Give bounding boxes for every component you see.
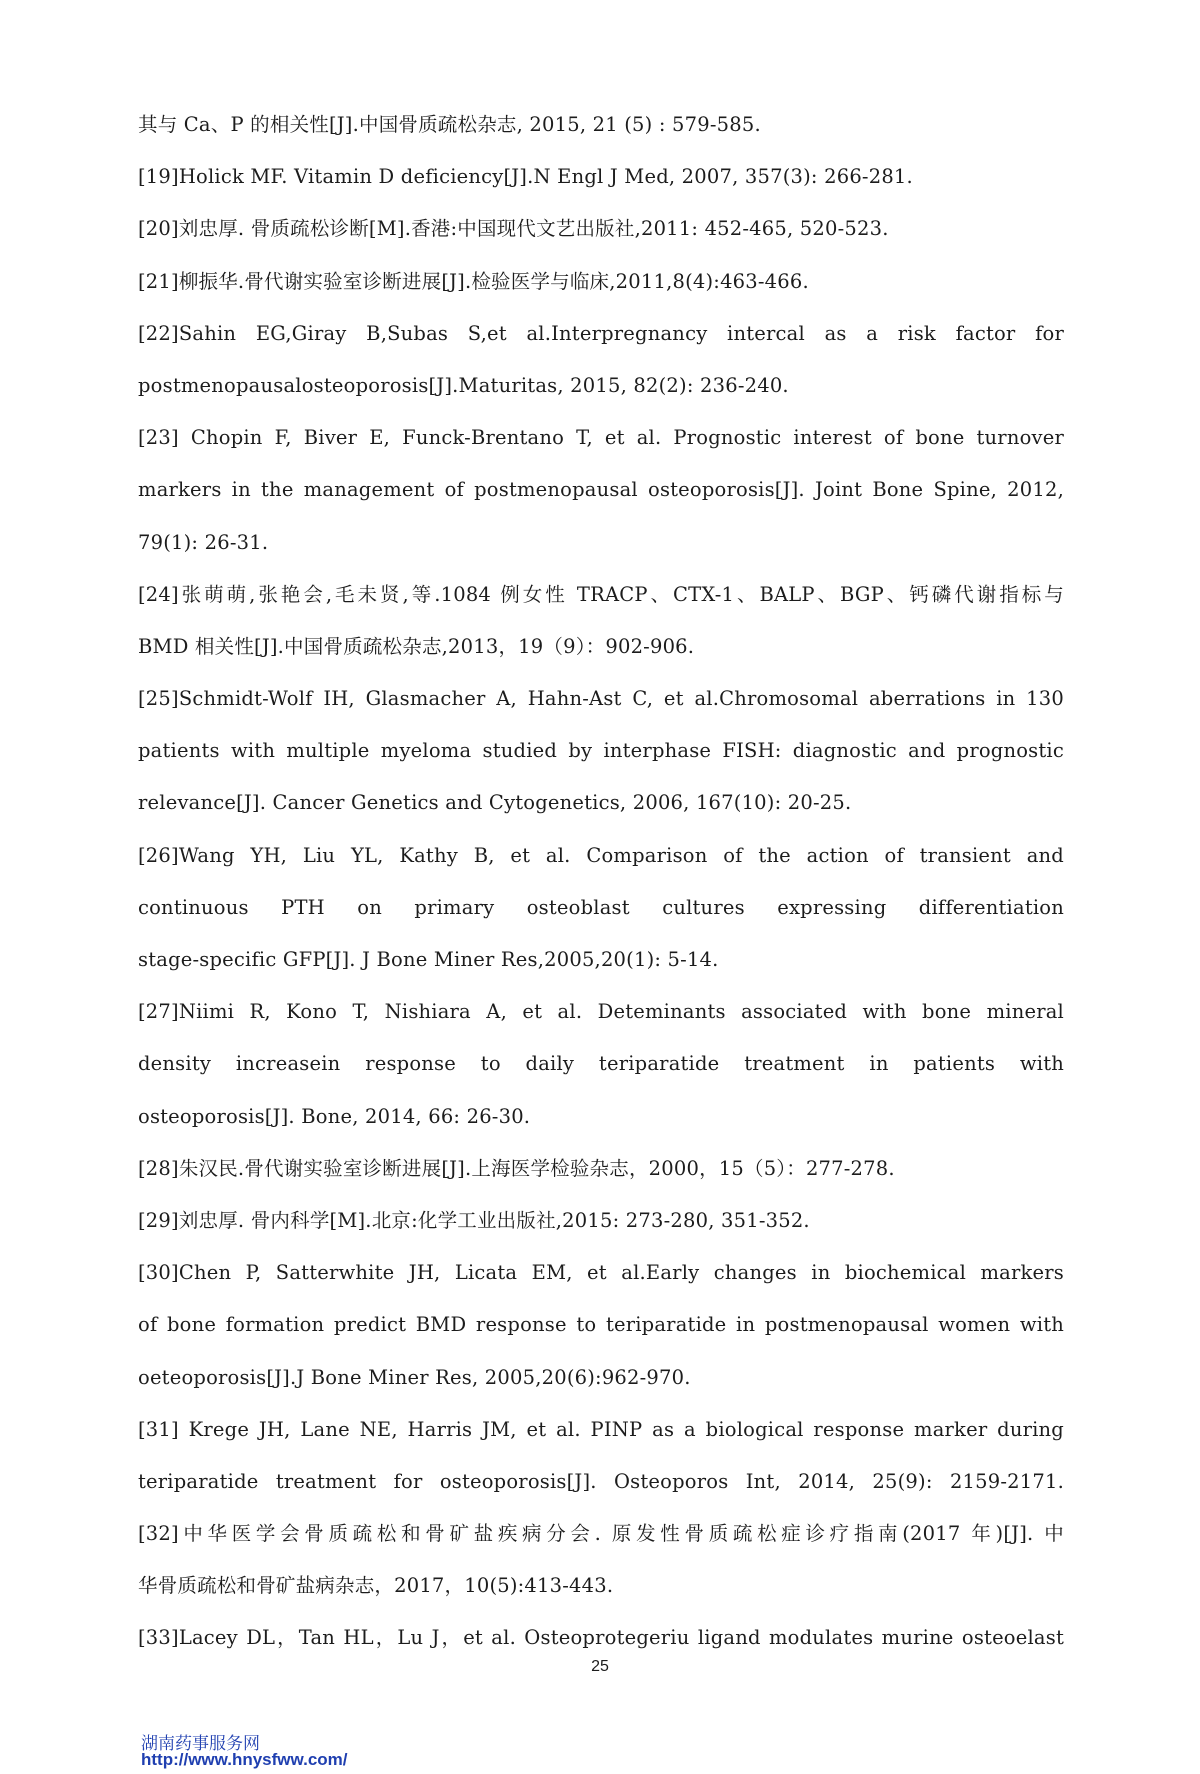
- reference-line: [22]Sahin EG,Giray B,Subas S,et al.Interpregnancy intercal as a risk factor for: [138, 321, 1064, 345]
- reference-line: [33]Lacey DL，Tan HL，Lu J，et al. Osteoprotegeriu ligand modulates murine osteoelast: [138, 1626, 1064, 1650]
- reference-line: patients with multiple myeloma studied by interphase FISH: diagnostic and prognostic: [138, 739, 1064, 763]
- reference-line: [24]张萌萌,张艳会,毛未贤,等.1084 例女性 TRACP、CTX-1、BALP、BGP、钙磷代谢指标与: [138, 582, 1064, 606]
- reference-line: density increasein response to daily teriparatide treatment in patients with: [138, 1052, 1064, 1076]
- reference-line: 其与 Ca、P 的相关性[J].中国骨质疏松杂志, 2015, 21 (5) : 579-585.: [138, 113, 761, 136]
- footer-url-link[interactable]: http://www.hnysfww.com/: [141, 1750, 348, 1769]
- reference-line: [27]Niimi R, Kono T, Nishiara A, et al. Deteminants associated with bone mineral: [138, 1000, 1064, 1024]
- reference-line: teriparatide treatment for osteoporosis[J]. Osteoporos Int, 2014, 25(9): 2159-2171.: [138, 1469, 1064, 1493]
- reference-line: [32]中华医学会骨质疏松和骨矿盐疾病分会. 原发性骨质疏松症诊疗指南(2017 年)[J]. 中: [138, 1522, 1064, 1546]
- page-number: 25: [591, 1658, 609, 1675]
- footer-site-name: 湖南药事服务网: [141, 1734, 260, 1754]
- reference-line: postmenopausalosteoporosis[J].Maturitas, 2015, 82(2): 236-240.: [138, 373, 789, 397]
- reference-line: relevance[J]. Cancer Genetics and Cytogenetics, 2006, 167(10): 20-25.: [138, 791, 852, 815]
- reference-line: oeteoporosis[J].J Bone Miner Res, 2005,20(6):962-970.: [138, 1365, 691, 1389]
- reference-line: 79(1): 26-31.: [138, 530, 269, 554]
- reference-line: 华骨质疏松和骨矿盐病杂志，2017，10(5):413-443.: [138, 1574, 614, 1598]
- reference-list: [138, 105, 1064, 1671]
- reference-line: [26]Wang YH, Liu YL, Kathy B, et al. Comparison of the action of transient and: [138, 843, 1064, 867]
- reference-line: stage-specific GFP[J]. J Bone Miner Res,2005,20(1): 5-14.: [138, 948, 719, 971]
- reference-line: BMD 相关性[J].中国骨质疏松杂志,2013，19（9）：902-906.: [138, 634, 695, 658]
- reference-line: [23] Chopin F, Biver E, Funck-Brentano T, et al. Prognostic interest of bone turnover: [138, 426, 1064, 450]
- reference-line: markers in the management of postmenopausal osteoporosis[J]. Joint Bone Spine, 2012,: [138, 478, 1064, 502]
- reference-line: [21]柳振华.骨代谢实验室诊断进展[J].检验医学与临床,2011,8(4):463-466.: [138, 269, 809, 293]
- reference-line: continuous PTH on primary osteoblast cultures expressing differentiation: [138, 895, 1064, 919]
- reference-line: [19]Holick MF. Vitamin D deficiency[J].N Engl J Med, 2007, 357(3): 266-281.: [138, 165, 913, 189]
- reference-line: [31] Krege JH, Lane NE, Harris JM, et al. PINP as a biological response marker during: [138, 1417, 1064, 1441]
- reference-line: [25]Schmidt-Wolf IH, Glasmacher A, Hahn-Ast C, et al.Chromosomal aberrations in 130: [138, 687, 1064, 711]
- reference-line: [29]刘忠厚. 骨内科学[M].北京:化学工业出版社,2015: 273-280, 351-352.: [138, 1208, 810, 1232]
- reference-line: [30]Chen P, Satterwhite JH, Licata EM, et al.Early changes in biochemical markers: [138, 1261, 1064, 1285]
- reference-line: [28]朱汉民.骨代谢实验室诊断进展[J].上海医学检验杂志，2000，15（5）：277-278.: [138, 1156, 895, 1180]
- reference-line: [20]刘忠厚. 骨质疏松诊断[M].香港:中国现代文艺出版社,2011: 452-465, 520-523.: [138, 217, 889, 241]
- reference-line: of bone formation predict BMD response to teriparatide in postmenopausal women with: [138, 1313, 1064, 1337]
- reference-line: osteoporosis[J]. Bone, 2014, 66: 26-30.: [138, 1104, 531, 1128]
